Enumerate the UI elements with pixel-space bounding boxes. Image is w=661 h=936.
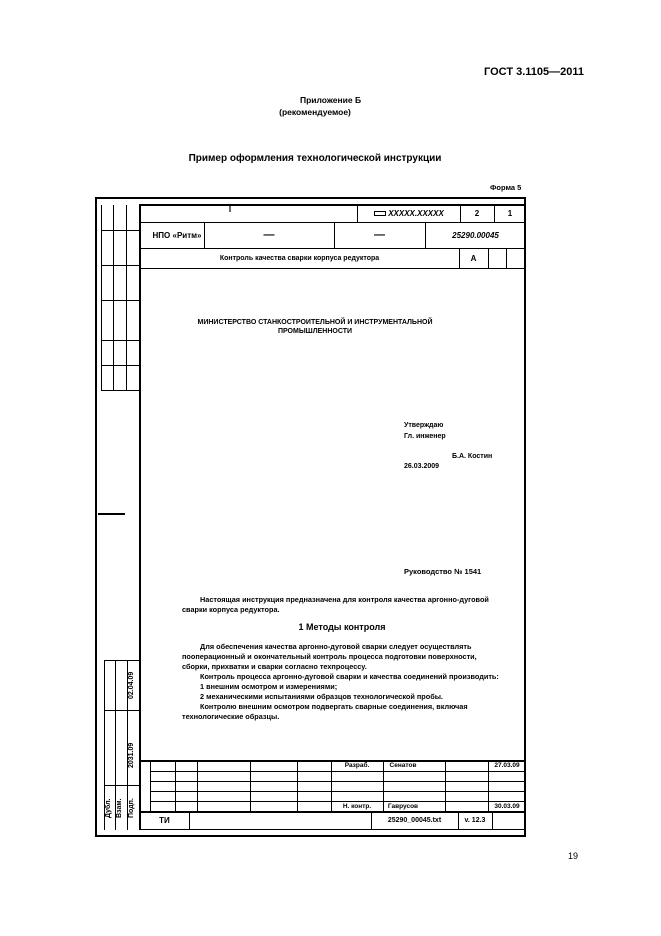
developer-name: Сенатов <box>389 762 417 769</box>
paragraph: Для обеспечения качества аргонно-дуговой сварки следует осуществлять пооперационный и окончательный контроль процесса подготовки поверхности, сборки, прихватки и сварки согласно техпроцессу. <box>182 642 477 671</box>
code: XXXXX.XXXXX <box>388 209 444 218</box>
guide-number: Руководство № 1541 <box>404 567 482 576</box>
approval-date: 26.03.2009 <box>404 463 440 470</box>
document-type: ТИ <box>159 816 170 825</box>
page-number: 19 <box>568 851 579 861</box>
developed-date: 27.03.09 <box>494 762 520 769</box>
fold-mark <box>98 513 125 515</box>
form-frame <box>95 197 526 837</box>
side-date: 2031.09 <box>128 742 135 768</box>
paragraph: Контролю внешним осмотром подвергать сварные соединения, включая технологические образцы. <box>182 702 468 721</box>
ministry: МИНИСТЕРСТВО СТАНКОСТРОИТЕЛЬНОЙ И ИНСТРУМЕНТАЛЬНОЙ ПРОМЫШЛЕННОСТИ <box>197 319 433 335</box>
controller-name: Гаврусов <box>387 802 419 810</box>
norm-control-label: Н. контр. <box>342 802 372 810</box>
side-date: 02.04.09 <box>128 671 135 699</box>
paragraph: Контроль процесса аргонно-дуговой сварки и качества соединений производить: <box>200 672 499 681</box>
approval-label: Утверждаю <box>404 422 444 429</box>
document-title: Контроль качества сварки корпуса редуктора <box>219 254 380 262</box>
control-date: 30.03.09 <box>494 802 520 810</box>
stamp-mark: I <box>228 204 232 214</box>
appendix-label: Приложение Б <box>299 95 362 105</box>
document-number: 25290.00045 <box>452 230 499 240</box>
letter: А <box>470 253 477 263</box>
instruction-body <box>182 595 502 722</box>
paragraph: 1 внешним осмотром и измерениями; <box>200 682 338 691</box>
paragraph: 2 механическими испытаниями образцов технологической пробы. <box>200 692 443 701</box>
approver-name: Б.А. Костин <box>452 453 493 460</box>
side-label: Подп. <box>128 798 135 818</box>
code-cell <box>358 205 460 222</box>
version: v. 12.3 <box>464 817 486 824</box>
form-label: Форма 5 <box>490 183 522 192</box>
file-name: 25290_00045.txt <box>387 817 442 824</box>
approver-position: Гл. инженер <box>404 433 446 440</box>
organization: НПО «Ритм» <box>152 230 202 240</box>
page-title: Пример оформления технологической инструкции <box>188 153 442 164</box>
sheet-number: 1 <box>507 209 513 218</box>
rectangle-icon <box>374 211 386 216</box>
side-label: Дубл. <box>105 798 112 818</box>
sheets-count: 2 <box>474 209 480 218</box>
empty-field: — <box>263 229 275 241</box>
empty-field: — <box>374 229 385 241</box>
developed-label: Разраб. <box>344 762 370 769</box>
section-heading: 1 Методы контроля <box>298 622 386 632</box>
standard-number: ГОСТ 3.1105—2011 <box>484 66 584 78</box>
appendix-note: (рекомендуемое) <box>279 107 351 117</box>
side-label: Взам. <box>116 798 123 818</box>
intro-text: Настоящая инструкция предназначена для контроля качества аргонно-дуговой сварки корпуса редуктора. <box>182 595 489 614</box>
